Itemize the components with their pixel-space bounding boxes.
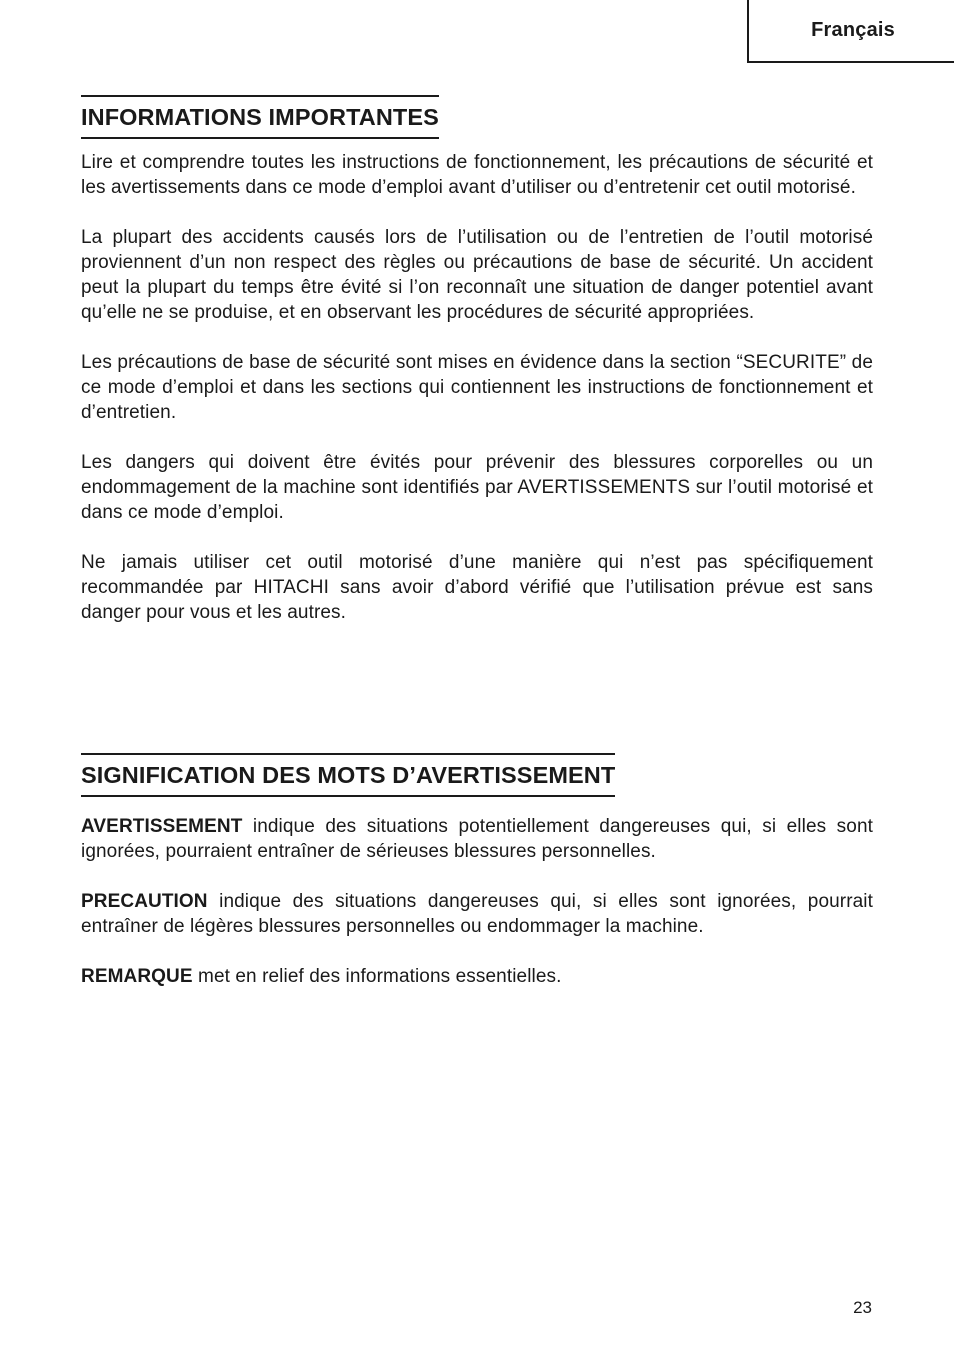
paragraph-1: Lire et comprendre toutes les instructions de fonctionnement, les précautions de sécurité et les avertissements dans ce mode d’emploi avant d’utiliser ou d’entretenir cet outil motorisé. [81,152,873,198]
definition-term: PRECAUTION [81,891,208,912]
section-body [81,150,873,625]
language-tab [747,0,954,63]
section-title: SIGNIFICATION DES MOTS D’AVERTISSEMENT [81,762,616,788]
page-number: 23 [853,1298,872,1317]
section-body [81,814,873,989]
section-important-information [81,95,873,625]
section-heading-rule [81,95,439,139]
paragraph-2: La plupart des accidents causés lors de l’utilisation ou de l’entretien de l’outil motorisé proviennent d’un non respect des règles ou précautions de base de sécurité. Un accident peut la plupart du temps être évité si l’on reconnaît une situation de danger potentiel avant qu’elle ne se produise, et en observant les procédures de sécurité appropriées. [81,227,873,323]
definition-note [81,964,873,989]
definition-caution [81,889,873,939]
paragraph-3: Les précautions de base de sécurité sont mises en évidence dans la section “SECURITE” de ce mode d’emploi et dans les sections qui contiennent les instructions de fonctionnement et d’entretien. [81,352,873,423]
definition-warning [81,814,873,864]
definition-text: met en relief des informations essentielles. [192,966,562,987]
paragraph-4: Les dangers qui doivent être évités pour prévenir des blessures corporelles ou un endommagement de la machine sont identifiés par AVERTISSEMENTS sur l’outil motorisé et dans ce mode d’emploi. [81,452,873,523]
section-heading-rule [81,753,615,797]
section-title: INFORMATIONS IMPORTANTES [81,104,439,130]
definition-term: REMARQUE [81,966,193,987]
definition-text: indique des situations potentiellement dangereuses qui, si elles sont ignorées, pourraient entraîner de sérieuses blessures personnelles. [81,816,873,862]
paragraph-5: Ne jamais utiliser cet outil motorisé d’une manière qui n’est pas spécifiquement recommandée par HITACHI sans avoir d’abord vérifié que l’utilisation prévue est sans danger pour vous et les autres. [81,552,873,623]
section-signal-words [81,753,873,989]
language-label: Français [811,19,895,41]
definition-text: indique des situations dangereuses qui, si elles sont ignorées, pourrait entraîner de légères blessures personnelles ou endommager la machine. [81,891,873,937]
definition-term: AVERTISSEMENT [81,816,243,837]
